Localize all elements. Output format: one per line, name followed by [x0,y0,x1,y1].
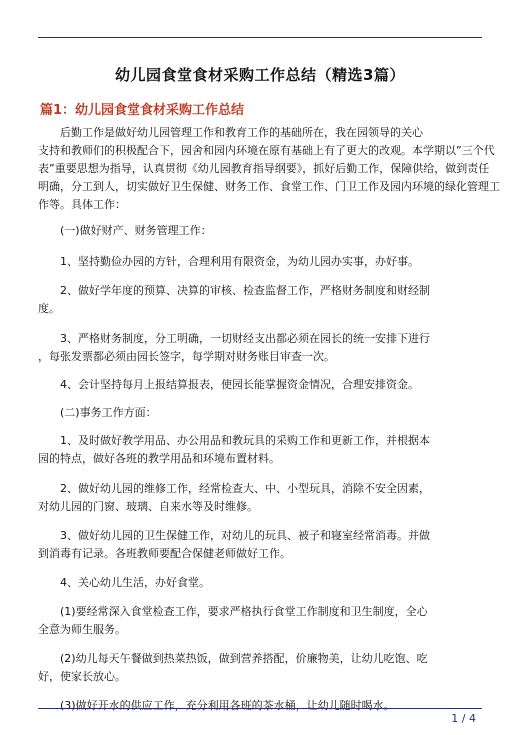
text-line: 4、关心幼儿生活，办好食堂。 [38,576,210,589]
text-line: (3)做好开水的供应工作，充分利用各班的茶水桶，让幼儿随时喝水。 [38,699,395,712]
paragraph [38,432,482,468]
text-line: ，每张发票都必须由园长签字，每学期对财务账目审查一次。 [38,350,335,363]
paragraph [38,222,482,240]
footer-rule [38,708,482,709]
text-line: 作等。具体工作： [38,198,126,211]
text-line: 1、坚持勤俭办园的方针，合理利用有限资金，为幼儿园办实事，办好事。 [38,255,419,268]
text-line: (1)要经常深入食堂检查工作，要求严格执行食堂工作制度和卫生制度，全心 [38,605,428,618]
paragraph [38,253,482,271]
text-line: 4、会计坚持每月上报结算报表，使园长能掌握资金情况，合理安排资金。 [38,378,419,391]
paragraph [38,574,482,592]
text-line: (一)做好财产、财务管理工作： [38,224,212,237]
text-line: 园的特点，做好各班的教学用品和环境布置材料。 [38,452,280,465]
document-body [38,124,500,715]
text-line: 表”重要思想为指导，认真贯彻《幼儿园教育指导纲要》，抓好后勤工作，保障供给，做到责任 [38,162,490,175]
paragraph [38,330,482,366]
text-line: 度。 [38,302,60,315]
text-line: 明确，分工到人，切实做好卫生保健、财务工作、食堂工作、门卫工作及园内环境的绿化管理工 [38,180,500,193]
document-title: 幼儿园食堂食材采购工作总结（精选3篇） [115,66,405,84]
text-line: 对幼儿园的门窗、玻璃、自来水等及时维修。 [38,500,258,513]
paragraph [38,282,482,318]
text-line: 好，使家长放心。 [38,670,126,683]
text-line: (二)事务工作方面： [38,406,157,419]
paragraph [38,480,482,516]
paragraph [38,376,482,394]
text-line: 3、做好幼儿园的卫生保健工作，对幼儿的玩具、被子和寝室经常消毒。并做 [38,529,430,542]
paragraph [38,404,482,422]
text-line: 全意为师生服务。 [38,623,126,636]
text-line: 到消毒有记录。各班教师要配合保健老师做好工作。 [38,547,291,560]
text-line: 1、及时做好教学用品、办公用品和教玩具的采购工作和更新工作，并根据本 [38,434,430,447]
text-line: 后勤工作是做好幼儿园管理工作和教育工作的基础所在，我在园领导的关心 [38,126,423,139]
text-line: (2)幼儿每天午餐做到热菜热饭，做到营养搭配，价廉物美，让幼儿吃饱、吃 [38,652,428,665]
text-line: 支持和教师们的积极配合下，园舍和园内环境在原有基础上有了更大的改观。本学期以”三个代 [38,144,495,157]
paragraph [38,527,482,563]
section-heading: 篇1：幼儿园食堂食材采购工作总结 [40,103,245,118]
paragraph [38,603,482,639]
paragraph [38,650,482,686]
header-rule [38,37,482,38]
text-line: 2、做好幼儿园的维修工作，经常检查大、中、小型玩具，消除不安全因素， [38,482,430,495]
paragraph [38,124,500,214]
paragraph [38,697,482,715]
text-line: 2、做好学年度的预算、决算的审核、检查监督工作，严格财务制度和财经制 [38,284,430,297]
page-number: 1 / 4 [451,712,476,725]
text-line: 3、严格财务制度，分工明确，一切财经支出都必须在园长的统一安排下进行 [38,332,430,345]
